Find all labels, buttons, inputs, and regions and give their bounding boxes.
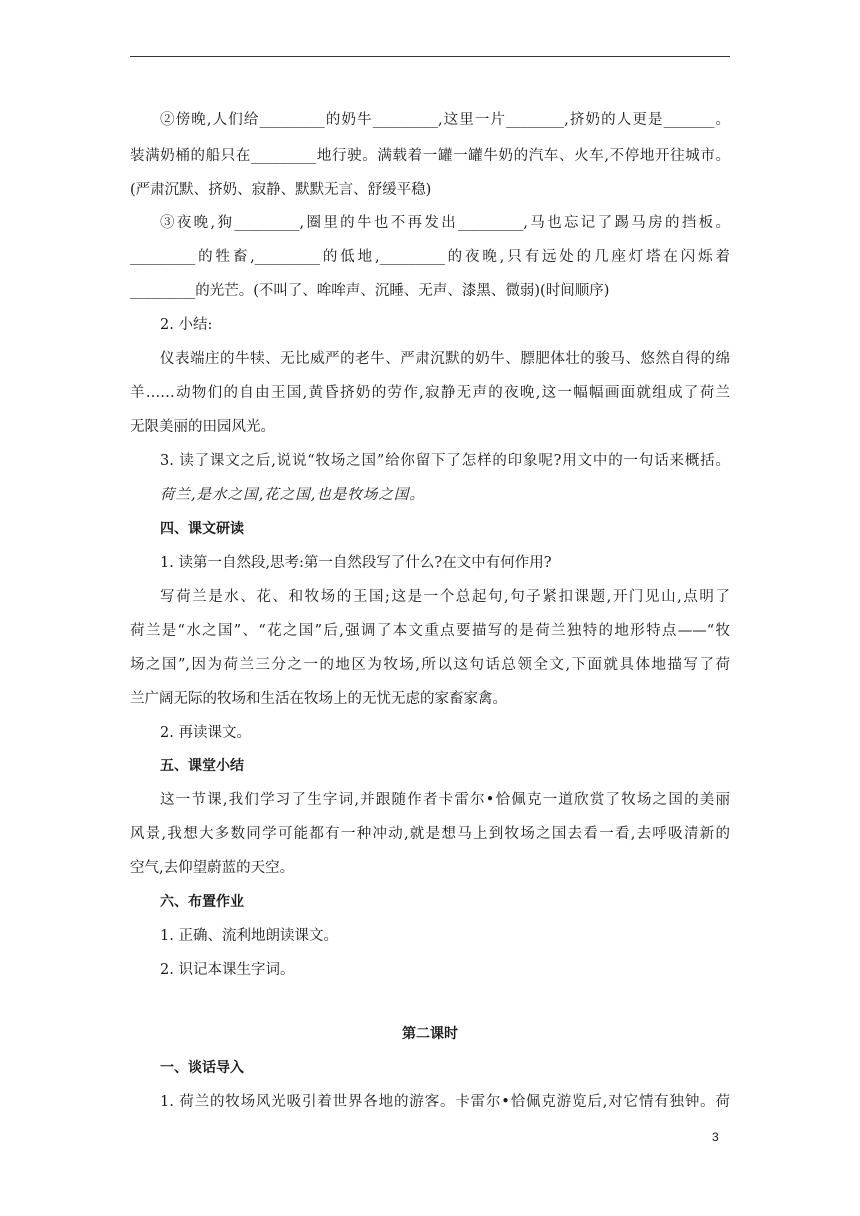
text-line: 仪表端庄的牛犊、无比威严的老牛、严肃沉默的奶牛、膘肥体壮的骏马、悠然自得的绵 xyxy=(160,351,730,367)
text-line: 兰广阔无际的牧场和生活在牧场上的无忧无虑的家畜家禽。 xyxy=(130,691,507,707)
text-line: 写荷兰是水、花、和牧场的王国;这是一个总起句,句子紧扣课题,开门见山,点明了 xyxy=(160,589,730,605)
section-heading: 四、课文研读 xyxy=(160,521,244,537)
text-line: 3. 读了课文之后,说说“牧场之国”给你留下了怎样的印象呢?用文中的一句话来概括。 xyxy=(160,453,730,469)
text-line: (严肃沉默、挤奶、寂静、默默无言、舒缓平稳) xyxy=(130,182,432,198)
section-heading: 一、谈话导入 xyxy=(160,1060,244,1076)
text-line: 羊……动物们的自由王国,黄昏挤奶的劳作,寂静无声的夜晚,这一幅幅画面就组成了荷兰 xyxy=(130,385,730,401)
text-line: 装满奶桶的船只在_________地行驶。满载着一罐一罐牛奶的汽车、火车,不停地开往城市。 xyxy=(130,148,730,164)
text-line: 无限美丽的田园风光。 xyxy=(130,419,275,435)
text-line: 1. 正确、流利地朗读课文。 xyxy=(160,928,338,944)
text-line: 场之国”,因为荷兰三分之一的地区为牧场,所以这句话总领全文,下面就具体地描写了荷 xyxy=(130,657,730,673)
text-line: 2. 再读课文。 xyxy=(160,725,251,741)
text-line: ②傍晚,人们给_________的奶牛_________,这里一片________,挤奶的人更是_______。 xyxy=(160,112,730,128)
text-line: 这一节课,我们学习了生字词,并跟随作者卡雷尔•恰佩克一道欣赏了牧场之国的美丽 xyxy=(160,792,730,808)
text-line: ③夜晚,狗_________,圈里的牛也不再发出_________,马也忘记了踢马房的挡板。 xyxy=(160,215,730,231)
header-rule xyxy=(130,56,730,57)
section-heading: 五、课堂小结 xyxy=(160,758,244,774)
text-line-kai: 荷兰,是水之国,花之国,也是牧场之国。 xyxy=(160,487,425,503)
text-line: 荷兰是“水之国”、“花之国”后,强调了本文重点要描写的是荷兰独特的地形特点——“牧 xyxy=(130,623,730,639)
text-line: 风景,我想大多数同学可能都有一种冲动,就是想马上到牧场之国去看一看,去呼吸清新的 xyxy=(130,826,730,842)
text-line: 2. 识记本课生字词。 xyxy=(160,962,295,978)
text-line: _________的光芒。(不叫了、哞哞声、沉睡、无声、漆黑、微弱)(时间顺序) xyxy=(130,283,610,299)
text-line: 空气,去仰望蔚蓝的天空。 xyxy=(130,860,295,876)
section-heading: 六、布置作业 xyxy=(160,894,244,910)
lesson-title: 第二课时 xyxy=(402,1026,458,1042)
text-line: 1. 荷兰的牧场风光吸引着世界各地的游客。卡雷尔•恰佩克游览后,对它情有独钟。荷 xyxy=(160,1094,730,1110)
text-line: 1. 读第一自然段,思考:第一自然段写了什么?在文中有何作用? xyxy=(160,555,552,571)
text-line: _________的牲畜,_________的低地,_________的夜晚,只有远处的几座灯塔在闪烁着 xyxy=(130,249,730,265)
page-number: 3 xyxy=(712,1130,719,1144)
text-line: 2. 小结: xyxy=(160,317,213,333)
